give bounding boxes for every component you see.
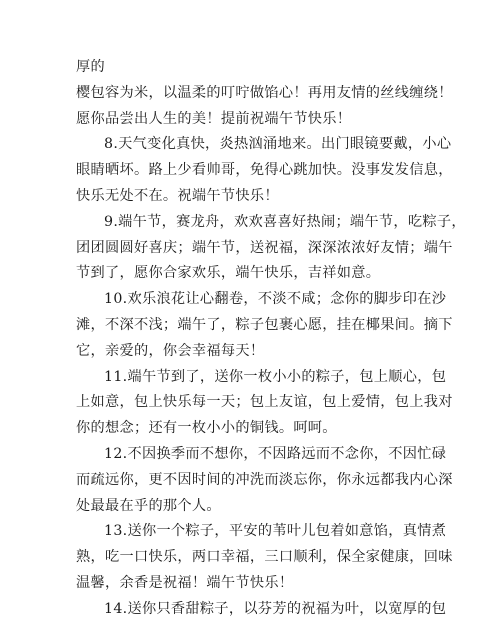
text-line: 它，亲爱的，你会幸福每天！ (76, 342, 265, 359)
text-line: 眼睛晒坏。路上少看帅哥，免得心跳加快。没事发发信息， (76, 162, 453, 179)
paragraph-14-start: 14.送你只香甜粽子，以芬芳的祝福为叶，以宽厚的包 (104, 600, 447, 617)
paragraph-8-start: 8.天气变化真快，炎热汹涌地来。出门眼镜要戴，小心 (104, 136, 452, 153)
paragraph-11-start: 11.端午节到了，送你一枚小小的粽子，包上顺心，包 (104, 368, 447, 385)
text-line: 愿你品尝出人生的美！提前祝端午节快乐！ (76, 110, 352, 127)
paragraph-12-start: 12.不因换季而不想你，不因路远而不念你，不因忙碌 (104, 445, 447, 462)
paragraph-13-start: 13.送你一个粽子，平安的苇叶儿包着如意馅，真情煮 (104, 523, 447, 540)
document-body (76, 55, 466, 623)
text-line: 厚的 (76, 59, 105, 75)
paragraph-9-start: 9.端午节，赛龙舟，欢欢喜喜好热闹；端午节，吃粽子， (104, 213, 466, 230)
text-line: 滩，不深不浅；端午了，粽子包裹心愿，挂在椰果间。摘下 (76, 316, 453, 333)
text-line: 樱包容为米，以温柔的叮咛做馅心！再用友情的丝线缠绕！ (76, 84, 453, 101)
text-line: 而疏远你，更不因时间的冲洗而淡忘你，你永远都我内心深 (76, 471, 453, 488)
text-line: 上如意，包上快乐每一天；包上友谊，包上爱情，包上我对 (76, 394, 453, 411)
text-line: 温馨，余香是祝福！端午节快乐！ (76, 574, 294, 591)
text-line: 熟，吃一口快乐，两口幸福，三口顺利，保全家健康，回味 (76, 549, 453, 566)
paragraph-10-start: 10.欢乐浪花让心翻卷，不淡不咸；念你的脚步印在沙 (104, 291, 447, 308)
text-line: 处最最在乎的那个人。 (76, 497, 221, 514)
text-line: 快乐无处不在。祝端午节快乐！ (76, 187, 279, 204)
text-line: 团团圆圆好喜庆；端午节，送祝福，深深浓浓好友情；端午 (76, 239, 453, 256)
text-line: 你的想念；还有一枚小小的铜钱。呵呵。 (76, 420, 337, 437)
text-line: 节到了，愿你合家欢乐，端午快乐，吉祥如意。 (76, 265, 381, 282)
